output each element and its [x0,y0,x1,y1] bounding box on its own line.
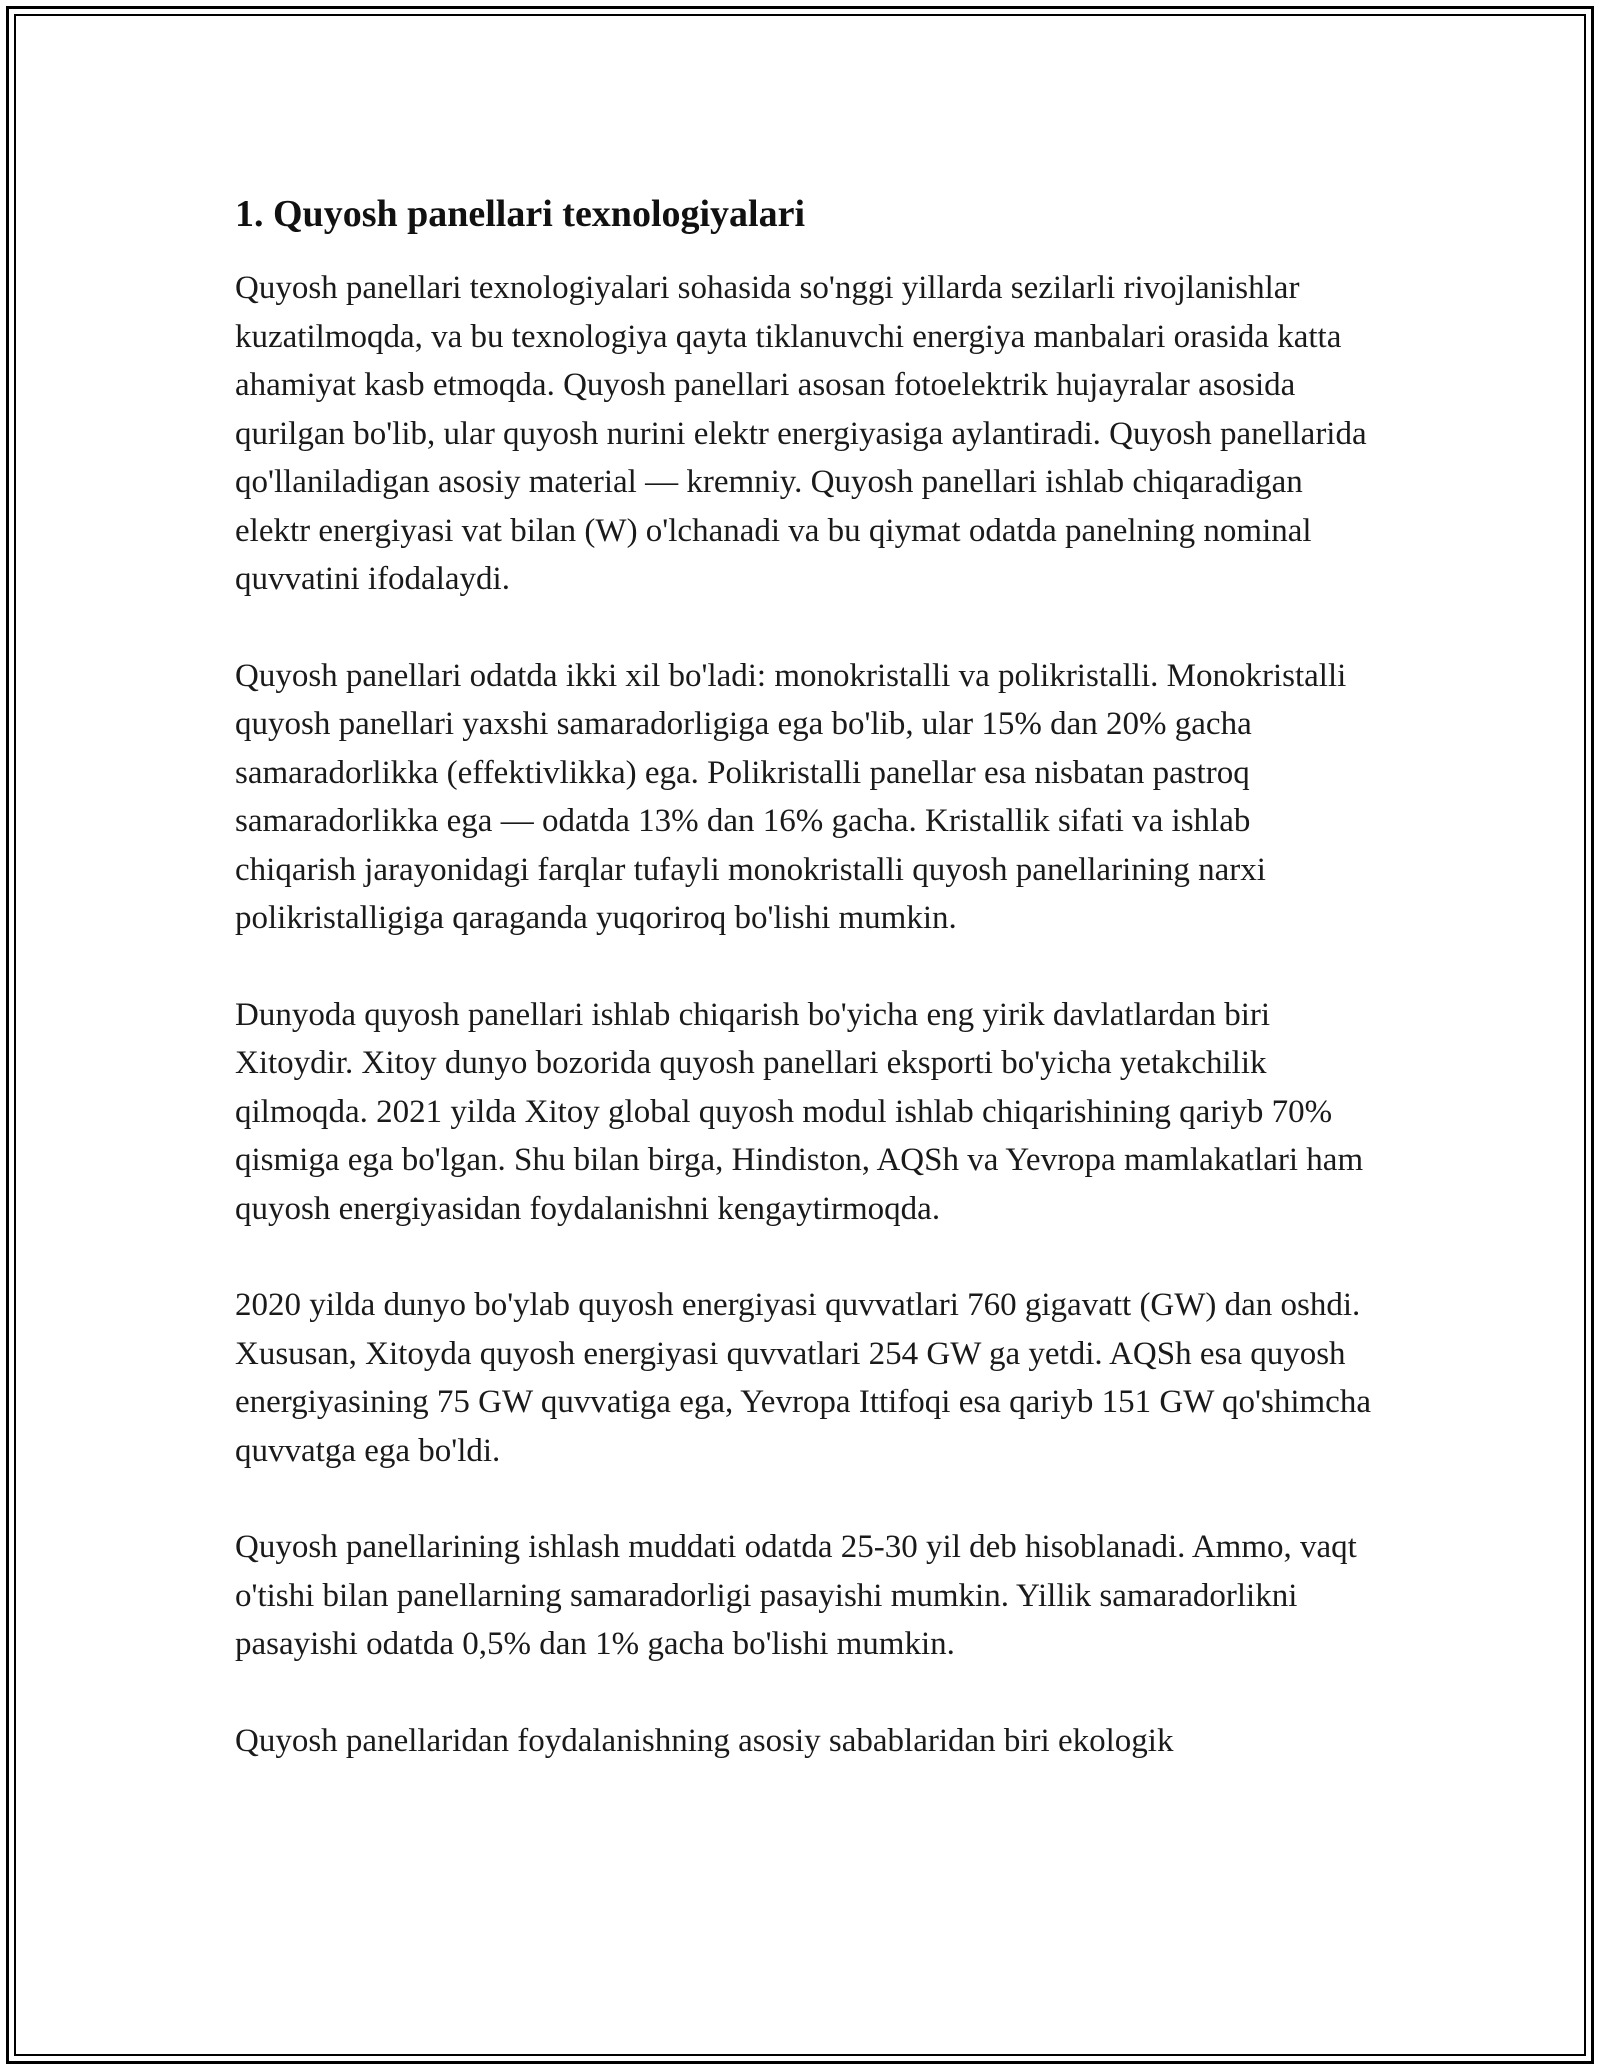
paragraph-3: Dunyoda quyosh panellari ishlab chiqarish bo'yicha eng yirik davlatlardan biri Xitoydir. Xitoy dunyo bozorida quyosh panellari eksporti bo'yicha yetakchilik qilmoqda. 2021 yilda Xitoy global quyosh modul ishlab chiqarishining qariyb 70% qismiga ega bo'lgan. Shu bilan birga, Hindiston, AQSh va Yevropa mamlakatlari ham quyosh energiyasidan foydalanishni kengaytirmoqda. [235,996,1364,1227]
paragraph-6: Quyosh panellaridan foydalanishning asosiy sabablaridan biri ekologik [235,1722,1174,1759]
paragraph-4: 2020 yilda dunyo bo'ylab quyosh energiyasi quvvatlari 760 gigavatt (GW) dan oshdi. Xususan, Xitoyda quyosh energiyasi quvvatlari 254 GW ga yetdi. AQSh esa quyosh energiyasining 75 GW quvvatiga ega, Yevropa Ittifoqi esa qariyb 151 GW qo'shimcha quvvatga ega bo'ldi. [235,1287,1371,1469]
paragraph-1: Quyosh panellari texnologiyalari sohasida so'nggi yillarda sezilarli rivojlanishlar kuzatilmoqda, va bu texnologiya qayta tiklanuvchi energiya manbalari orasida katta ahamiyat kasb etmoqda. Quyosh panellari asosan fotoelektrik hujayralar asosida qurilgan bo'lib, ular quyosh nurini elektr energiyasiga aylantiradi. Quyosh panellarida qo'llaniladigan asosiy material — kremniy. Quyosh panellari ishlab chiqaradigan elektr energiyasi vat bilan (W) o'lchanadi va bu qiymat odatda panelning nominal quvvatini ifodalaydi. [235,270,1367,597]
document-body [235,186,1375,1813]
section-heading: 1. Quyosh panellari texnologiyalari [235,193,806,235]
paragraph-2: Quyosh panellari odatda ikki xil bo'ladi: monokristalli va polikristalli. Monokristalli quyosh panellari yaxshi samaradorligiga ega bo'lib, ular 15% dan 20% gacha samaradorlikka (effektivlikka) ega. Polikristalli panellar esa nisbatan pastroq samaradorlikka ega — odatda 13% dan 16% gacha. Kristallik sifati va ishlab chiqarish jarayonidagi farqlar tufayli monokristalli quyosh panellarining narxi polikristalligiga qaraganda yuqoriroq bo'lishi mumkin. [235,657,1347,936]
paragraph-5: Quyosh panellarining ishlash muddati odatda 25-30 yil deb hisoblanadi. Ammo, vaqt o'tishi bilan panellarning samaradorligi pasayishi mumkin. Yillik samaradorlikni pasayishi odatda 0,5% dan 1% gacha bo'lishi mumkin. [235,1529,1357,1662]
